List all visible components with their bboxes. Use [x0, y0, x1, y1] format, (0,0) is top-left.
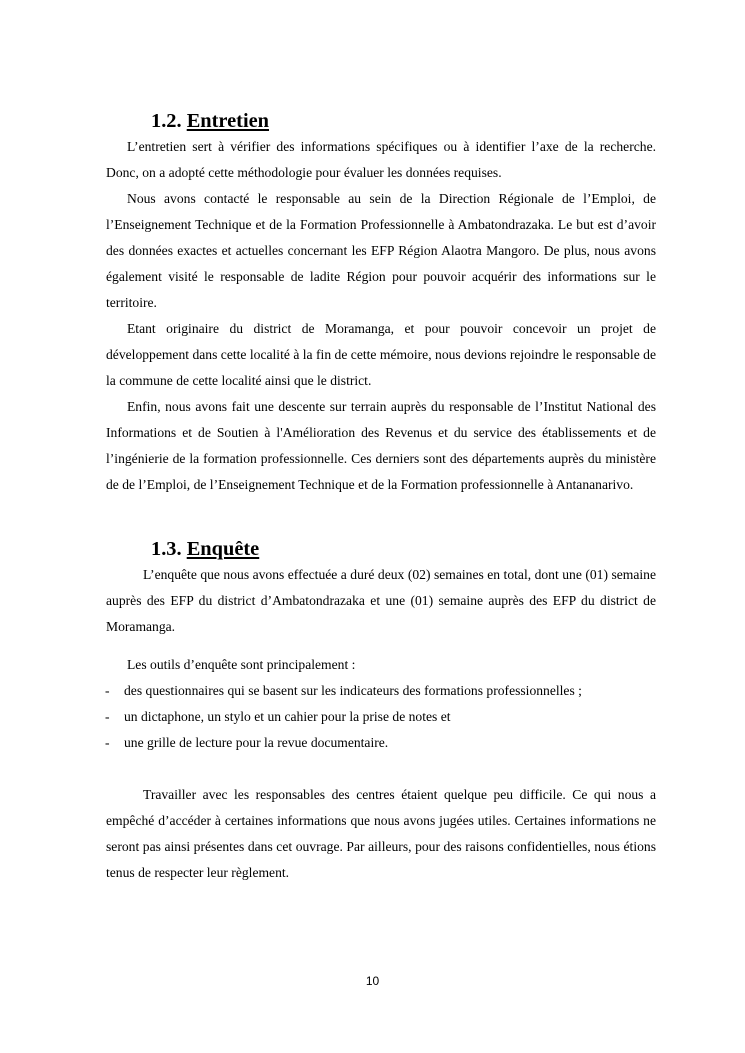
section-heading-enquete [106, 536, 656, 562]
list-item-text: un dictaphone, un stylo et un cahier pour la prise de notes et [124, 709, 451, 724]
paragraph: L’entretien sert à vérifier des informations spécifiques ou à identifier l’axe de la recherche. Donc, on a adopté cette méthodologie pour évaluer les données requises. [106, 139, 656, 180]
paragraph: Travailler avec les responsables des centres étaient quelque peu difficile. Ce qui nous a empêché d’accéder à certaines informations que nous avons jugées utiles. Certaines informations ne seront pas ainsi présentes dans cet ouvrage. Par ailleurs, pour des raisons confidentielles, nous étions tenus de respecter leur règlement. [106, 787, 656, 880]
bullet-dash: - [105, 709, 110, 724]
spacer [106, 640, 656, 652]
list-item-text: des questionnaires qui se basent sur les indicateurs des formations professionnelles ; [124, 683, 582, 698]
section-number: 1.3. [151, 538, 182, 560]
section-number: 1.2. [151, 110, 182, 132]
section-title: Enquête [186, 538, 260, 560]
spacer [106, 498, 656, 524]
list-item [106, 704, 656, 730]
list-item [106, 730, 656, 756]
paragraph: Enfin, nous avons fait une descente sur terrain auprès du responsable de l’Institut National des Informations et de Soutien à l'Amélioration des Revenus et du service des établissements et de l’ingénierie de la formation professionnelle. Ces derniers sont des départements auprès du ministère de de l’Emploi, de l’Enseignement Technique et de la Formation professionnelle à Antananarivo. [106, 399, 656, 492]
spacer [106, 756, 656, 782]
list-item [106, 678, 656, 704]
paragraph: L’enquête que nous avons effectuée a duré deux (02) semaines en total, dont une (01) semaine auprès des EFP du district d’Ambatondrazaka et une (01) semaine auprès des EFP du district de Moramanga. [106, 567, 656, 634]
list-item-text: une grille de lecture pour la revue documentaire. [124, 735, 389, 750]
paragraph: Etant originaire du district de Moramanga, et pour pouvoir concevoir un projet de développement dans cette localité à la fin de cette mémoire, nous devions rejoindre le responsable de la commune de cette localité ainsi que le district. [106, 321, 656, 388]
section-heading-entretien [106, 108, 656, 134]
tools-intro: Les outils d’enquête sont principalement : [127, 657, 356, 672]
bullet-dash: - [105, 683, 110, 698]
bullet-dash: - [105, 735, 110, 750]
document-page [106, 108, 656, 886]
section-title: Entretien [186, 110, 270, 132]
tools-list [106, 678, 656, 756]
spacer [106, 524, 656, 536]
paragraph: Nous avons contacté le responsable au sein de la Direction Régionale de l’Emploi, de l’Enseignement Technique et de la Formation Professionnelle à Ambatondrazaka. Le but est d’avoir des données exactes et actuelles concernant les EFP Région Alaotra Mangoro. De plus, nous avons également visité le responsable de ladite Région pour pouvoir acquérir des informations sur le territoire. [106, 191, 656, 310]
page-number: 10 [365, 974, 380, 988]
